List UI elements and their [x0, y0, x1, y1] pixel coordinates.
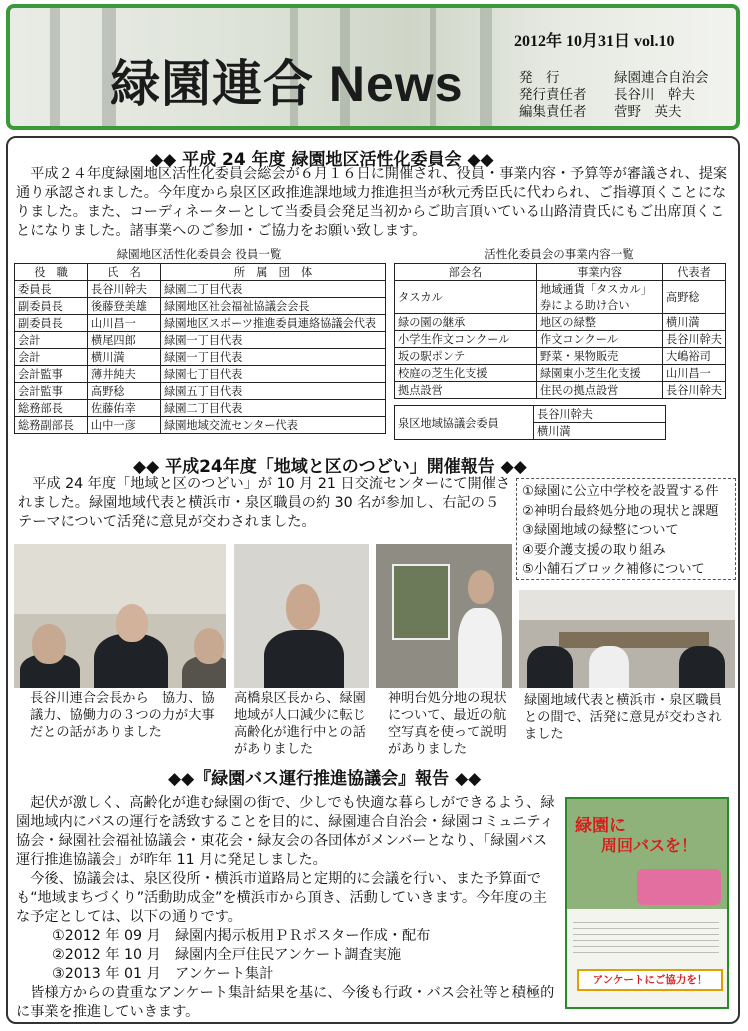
- officer-role: 副委員長: [15, 315, 88, 332]
- officers-table: [14, 263, 386, 434]
- officer-name: 後藤登美雄: [88, 298, 161, 315]
- schedule-item: ①2012 年 09 月 緑園内掲示板用ＰＲポスター作成・配布: [52, 928, 431, 944]
- officer-role: 会計監事: [15, 366, 88, 383]
- officer-role: 副委員長: [15, 298, 88, 315]
- credit-role-2: 発行責任者: [519, 87, 587, 103]
- bus-illustration: [637, 869, 721, 905]
- officer-role: 会計: [15, 332, 88, 349]
- table-row: [395, 314, 726, 331]
- col-header-rep: 代表者: [663, 264, 726, 281]
- officer-org: 緑園地区社会福祉協議会会長: [161, 298, 386, 315]
- photo-aerial-map: [376, 544, 512, 688]
- credit-role-3: 編集責任者: [519, 104, 587, 120]
- table-row: [395, 281, 726, 314]
- activity-content: 緑園東小芝生化支援: [537, 365, 663, 382]
- activities-table-title: 活性化委員会の事業内容一覧: [484, 247, 634, 261]
- council-label: 泉区地域協議会委員: [395, 406, 534, 440]
- activity-group: 拠点設営: [395, 382, 537, 399]
- section3-paragraph-1: 起伏が激しく、高齢化が進む緑園の街で、少しでも快適な暮らしができるよう、緑園地域内にバスの運行を誘致することを目的に、緑園連合自治会・緑園コミュニティ協会・緑園社会福祉協議会・東花会・緑友会の各団体がメンバーとなり、「緑園バス運行推進協議会」が昨年 11 月に発足しました。: [16, 795, 555, 868]
- officers-header-row: [15, 264, 386, 281]
- officer-org: 緑園二丁目代表: [161, 281, 386, 298]
- section1-heading: ◆◆ 平成 24 年度 緑園地区活性化委員会 ◆◆: [150, 150, 494, 170]
- activity-content: 野菜・果物販売: [537, 348, 663, 365]
- col-header-org: 所 属 団 体: [161, 264, 386, 281]
- section3-heading: ◆◆『緑園バス運行推進協議会』報告 ◆◆: [168, 769, 482, 789]
- activity-rep: 横川満: [663, 314, 726, 331]
- council-member: 横川満: [534, 423, 666, 440]
- activities-header-row: [395, 264, 726, 281]
- topic-item: ①緑園に公立中学校を設置する件: [522, 484, 719, 499]
- activity-content: 住民の拠点設営: [537, 382, 663, 399]
- topic-item: ⑤小舗石ブロック補修について: [522, 562, 705, 577]
- council-member: 長谷川幹夫: [534, 406, 666, 423]
- table-row: [15, 298, 386, 315]
- table-row: [15, 366, 386, 383]
- activity-rep: 長谷川幹夫: [663, 331, 726, 348]
- schedule-item: ③2013 年 01 月 アンケート集計: [52, 966, 274, 982]
- photo-ward-mayor: [234, 544, 369, 688]
- table-row: [15, 349, 386, 366]
- activity-group: 緑の園の継承: [395, 314, 537, 331]
- table-row: [395, 406, 666, 423]
- officer-name: 高野稔: [88, 383, 161, 400]
- table-row: [15, 332, 386, 349]
- issue-info: 2012年 10月31日 vol.10: [514, 33, 675, 50]
- credit-role-1: 発 行: [519, 70, 560, 86]
- topic-item: ②神明台最終処分地の現状と課題: [522, 503, 719, 519]
- activity-group: タスカル: [395, 281, 537, 314]
- table-row: [15, 400, 386, 417]
- col-header-role: 役 職: [15, 264, 88, 281]
- topic-item: ④要介護支援の取り組み: [522, 542, 666, 558]
- credit-name-2: 長谷川 幹夫: [614, 87, 695, 103]
- poster-line-1: 緑園に: [575, 816, 626, 836]
- activity-rep: 長谷川幹夫: [663, 382, 726, 399]
- schedule-item: ②2012 年 10 月 緑園内全戸住民アンケート調査実施: [52, 947, 402, 963]
- credit-name-1: 緑園連合自治会: [614, 70, 709, 86]
- table-row: [395, 365, 726, 382]
- officer-role: 総務副部長: [15, 417, 88, 434]
- caption-ward-mayor: 高橋泉区長から、緑園地域が人口減少に転じ高齢化が進行中との話がありました: [234, 691, 366, 757]
- officer-role: 委員長: [15, 281, 88, 298]
- section2-heading: ◆◆ 平成24年度「地域と区のつどい」開催報告 ◆◆: [133, 457, 527, 477]
- photo-chairman: [14, 544, 226, 688]
- activity-group: 校庭の芝生化支援: [395, 365, 537, 382]
- activity-content: 作文コンクール: [537, 331, 663, 348]
- poster-text-block: [573, 917, 719, 957]
- officer-name: 佐藤佑幸: [88, 400, 161, 417]
- activity-rep: 山川昌一: [663, 365, 726, 382]
- council-table: [394, 405, 666, 440]
- table-row: [15, 383, 386, 400]
- officer-role: 会計監事: [15, 383, 88, 400]
- officer-org: 緑園地域交流センター代表: [161, 417, 386, 434]
- caption-chairman: 長谷川連合会長から 協力、協議力、協働力の３つの力が大事だとの話がありました: [30, 691, 215, 740]
- photo-meeting: [519, 590, 735, 688]
- activity-content: 地域通貨「タスカル」券による助け合い: [537, 281, 663, 314]
- officer-name: 横尾四郎: [88, 332, 161, 349]
- topic-item: ③緑園地域の緑整について: [522, 523, 679, 538]
- officer-org: 緑園七丁目代表: [161, 366, 386, 383]
- caption-aerial-map: 神明台処分地の現状について、最近の航空写真を使って説明がありました: [388, 691, 507, 757]
- activity-rep: 大嶋裕司: [663, 348, 726, 365]
- activity-content: 地区の緑整: [537, 314, 663, 331]
- officer-role: 総務部長: [15, 400, 88, 417]
- bus-poster-image: [565, 797, 729, 1009]
- table-row: [395, 331, 726, 348]
- section1-paragraph: 平成２４年度緑園地区活性化委員会総会が６月１６日に開催され、役員・事業内容・予算等が審議され、提案通り承認されました。今年度から泉区区政推進課地域力推進担当が秋元秀臣氏に代わられ、ご指導頂くことになりました。また、コーディネーターとして当委員会発足当初からご助言頂いている山路清貴氏にもご出席頂くことになりました。諸事業へのご参加・ご協力をお願い致します。: [16, 166, 728, 239]
- officer-role: 会計: [15, 349, 88, 366]
- officer-org: 緑園地区スポーツ推進委員連絡協議会代表: [161, 315, 386, 332]
- table-row: [395, 348, 726, 365]
- col-header-content: 事業内容: [537, 264, 663, 281]
- activity-rep: 高野稔: [663, 281, 726, 314]
- officer-name: 薄井純夫: [88, 366, 161, 383]
- officers-table-title: 緑園地区活性化委員会 役員一覧: [116, 247, 282, 261]
- officer-org: 緑園一丁目代表: [161, 332, 386, 349]
- activities-table: [394, 263, 726, 399]
- officer-org: 緑園五丁目代表: [161, 383, 386, 400]
- officer-name: 長谷川幹夫: [88, 281, 161, 298]
- officer-name: 山川昌一: [88, 315, 161, 332]
- table-row: [15, 281, 386, 298]
- table-row: [395, 382, 726, 399]
- section2-paragraph: 平成 24 年度「地域と区のつどい」が 10 月 21 日交流センターにて開催されました。緑園地域代表と横浜市・泉区職員の約 30 名が参加し、右記の５テーマについて活発に意見が交わされました。: [18, 476, 511, 530]
- activity-group: 坂の駅ポンテ: [395, 348, 537, 365]
- officer-name: 横川満: [88, 349, 161, 366]
- topics-box: [516, 478, 736, 580]
- officer-org: 緑園二丁目代表: [161, 400, 386, 417]
- col-header-group: 部会名: [395, 264, 537, 281]
- activity-group: 小学生作文コンクール: [395, 331, 537, 348]
- caption-meeting: 緑園地域代表と横浜市・泉区職員との間で、活発に意見が交わされました: [524, 693, 722, 742]
- col-header-name: 氏 名: [88, 264, 161, 281]
- table-row: [15, 315, 386, 332]
- credit-name-3: 菅野 英夫: [614, 104, 682, 120]
- poster-banner: アンケートにご協力を！: [577, 969, 723, 991]
- section3-paragraph-2: 今後、協議会は、泉区役所・横浜市道路局と定期的に会議を行い、また予算面でも“地域まちづくり”活動助成金”を横浜市から頂き、活動していきます。今年度の主な予定としては、以下の通りです。: [16, 871, 547, 925]
- officer-name: 山中一彦: [88, 417, 161, 434]
- section3-closing: 皆様方からの貴重なアンケート集計結果を基に、今後も行政・バス会社等と積極的に事業を推進していきます。: [16, 985, 555, 1020]
- officer-org: 緑園一丁目代表: [161, 349, 386, 366]
- newsletter-title: 緑園連合 News: [110, 56, 464, 112]
- table-row: [15, 417, 386, 434]
- poster-line-2: 周回バスを！: [601, 836, 698, 855]
